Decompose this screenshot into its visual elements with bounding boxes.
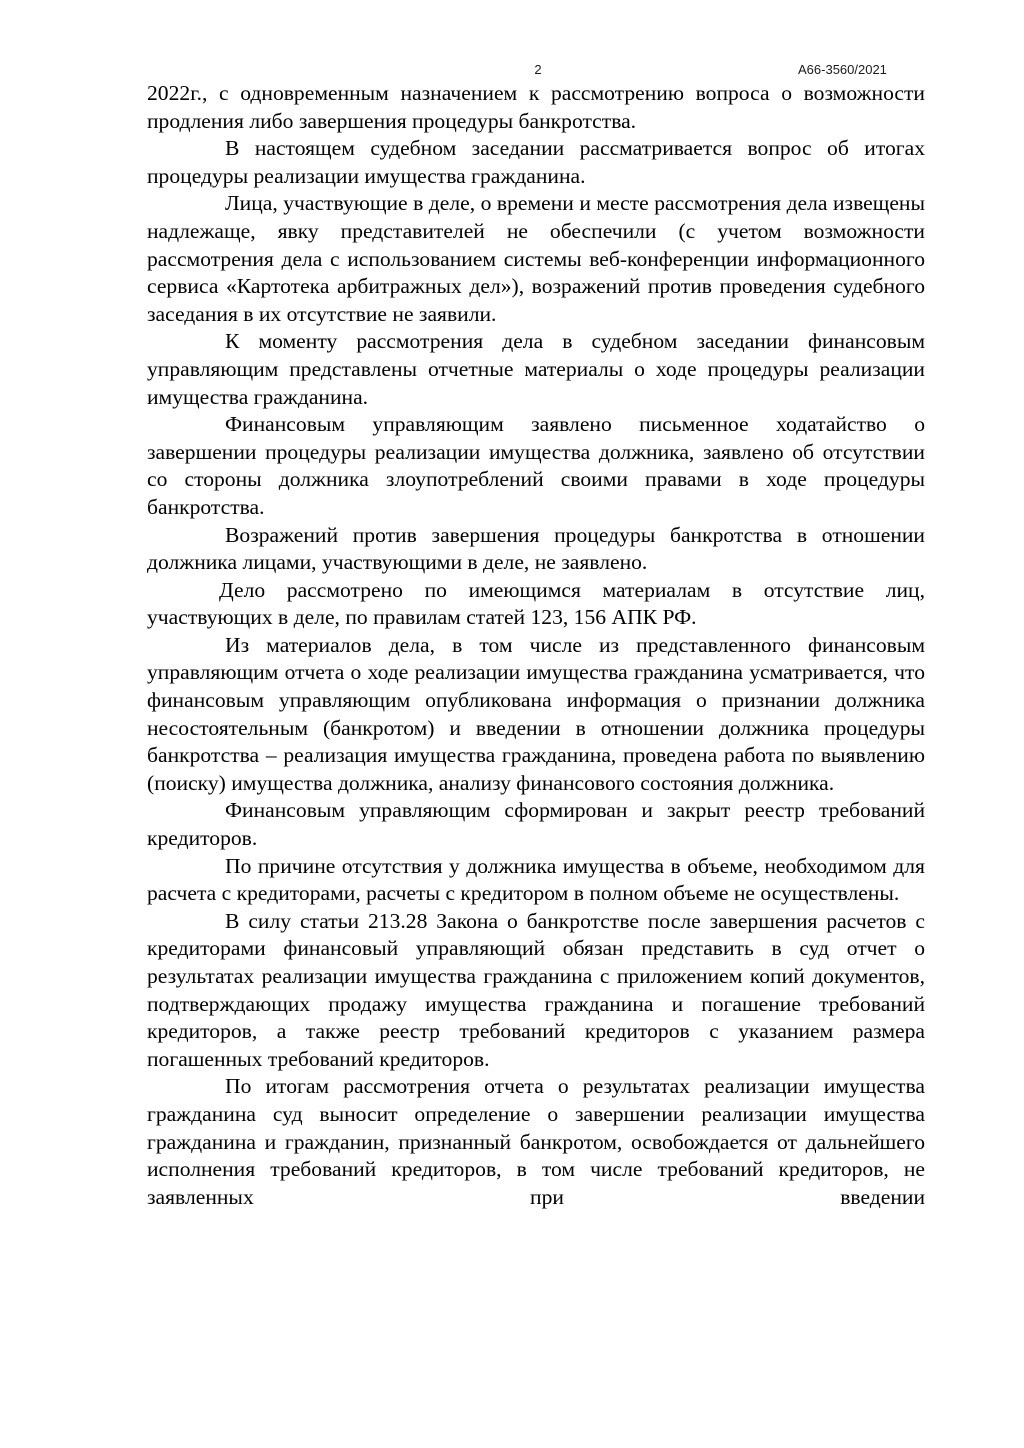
page-number: 2 bbox=[534, 62, 542, 77]
paragraph: Возражений против завершения процедуры банкротства в отношении должника лицами, участвующими в деле, не заявлено. bbox=[147, 522, 925, 575]
paragraph: Лица, участвующие в деле, о времени и месте рассмотрения дела извещены надлежаще, явку представителей не обеспечили (с учетом возможности рассмотрения дела с использованием системы веб-конференции информационного сервиса «Картотека арбитражных дел»), возражений против проведения судебного заседания в их отсутствие не заявили. bbox=[147, 191, 925, 326]
case-number: А66-3560/2021 bbox=[798, 62, 887, 77]
paragraph: Финансовым управляющим заявлено письменное ходатайство о завершении процедуры реализации имущества должника, заявлено об отсутствии со стороны должника злоупотреблений своими правами в ходе процедуры банкротства. bbox=[147, 412, 925, 519]
paragraph-continuation: 2022г., с одновременным назначением к рассмотрению вопроса о возможности продления либо завершения процедуры банкротства. bbox=[147, 81, 925, 133]
paragraph: По причине отсутствия у должника имущества в объеме, необходимом для расчета с кредиторами, расчеты с кредитором в полном объеме не осуществлены. bbox=[147, 853, 925, 906]
paragraph: Дело рассмотрено по имеющимся материалам в отсутствие лиц, участвующих в деле, по правилам статей 123, 156 АПК РФ. bbox=[147, 577, 925, 630]
paragraph: В настоящем судебном заседании рассматривается вопрос об итогах процедуры реализации имущества гражданина. bbox=[147, 136, 925, 188]
document-body bbox=[147, 80, 925, 1211]
paragraph: Из материалов дела, в том числе из представленного финансовым управляющим отчета о ходе реализации имущества гражданина усматривается, что финансовым управляющим опубликована информация о признании должника несостоятельным (банкротом) и введении в отношении должника процедуры банкротства – реализация имущества гражданина, проведена работа по выявлению (поиску) имущества должника, анализу финансового состояния должника. bbox=[147, 632, 925, 795]
paragraph: К моменту рассмотрения дела в судебном заседании финансовым управляющим представлены отчетные материалы о ходе процедуры реализации имущества гражданина. bbox=[147, 329, 925, 409]
paragraph: По итогам рассмотрения отчета о результатах реализации имущества гражданина суд выносит определение о завершении реализации имущества гражданина и гражданин, признанный банкротом, освобождается от дальнейшего исполнения требований кредиторов, в том числе требований кредиторов, не заявленных при введении bbox=[147, 1074, 925, 1209]
paragraph: В силу статьи 213.28 Закона о банкротстве после завершения расчетов с кредиторами финансовый управляющий обязан представить в суд отчет о результатах реализации имущества гражданина с приложением копий документов, подтверждающих продажу имущества гражданина и погашение требований кредиторов, а также реестр требований кредиторов с указанием размера погашенных требований кредиторов. bbox=[147, 908, 925, 1071]
paragraph: Финансовым управляющим сформирован и закрыт реестр требований кредиторов. bbox=[147, 798, 925, 851]
